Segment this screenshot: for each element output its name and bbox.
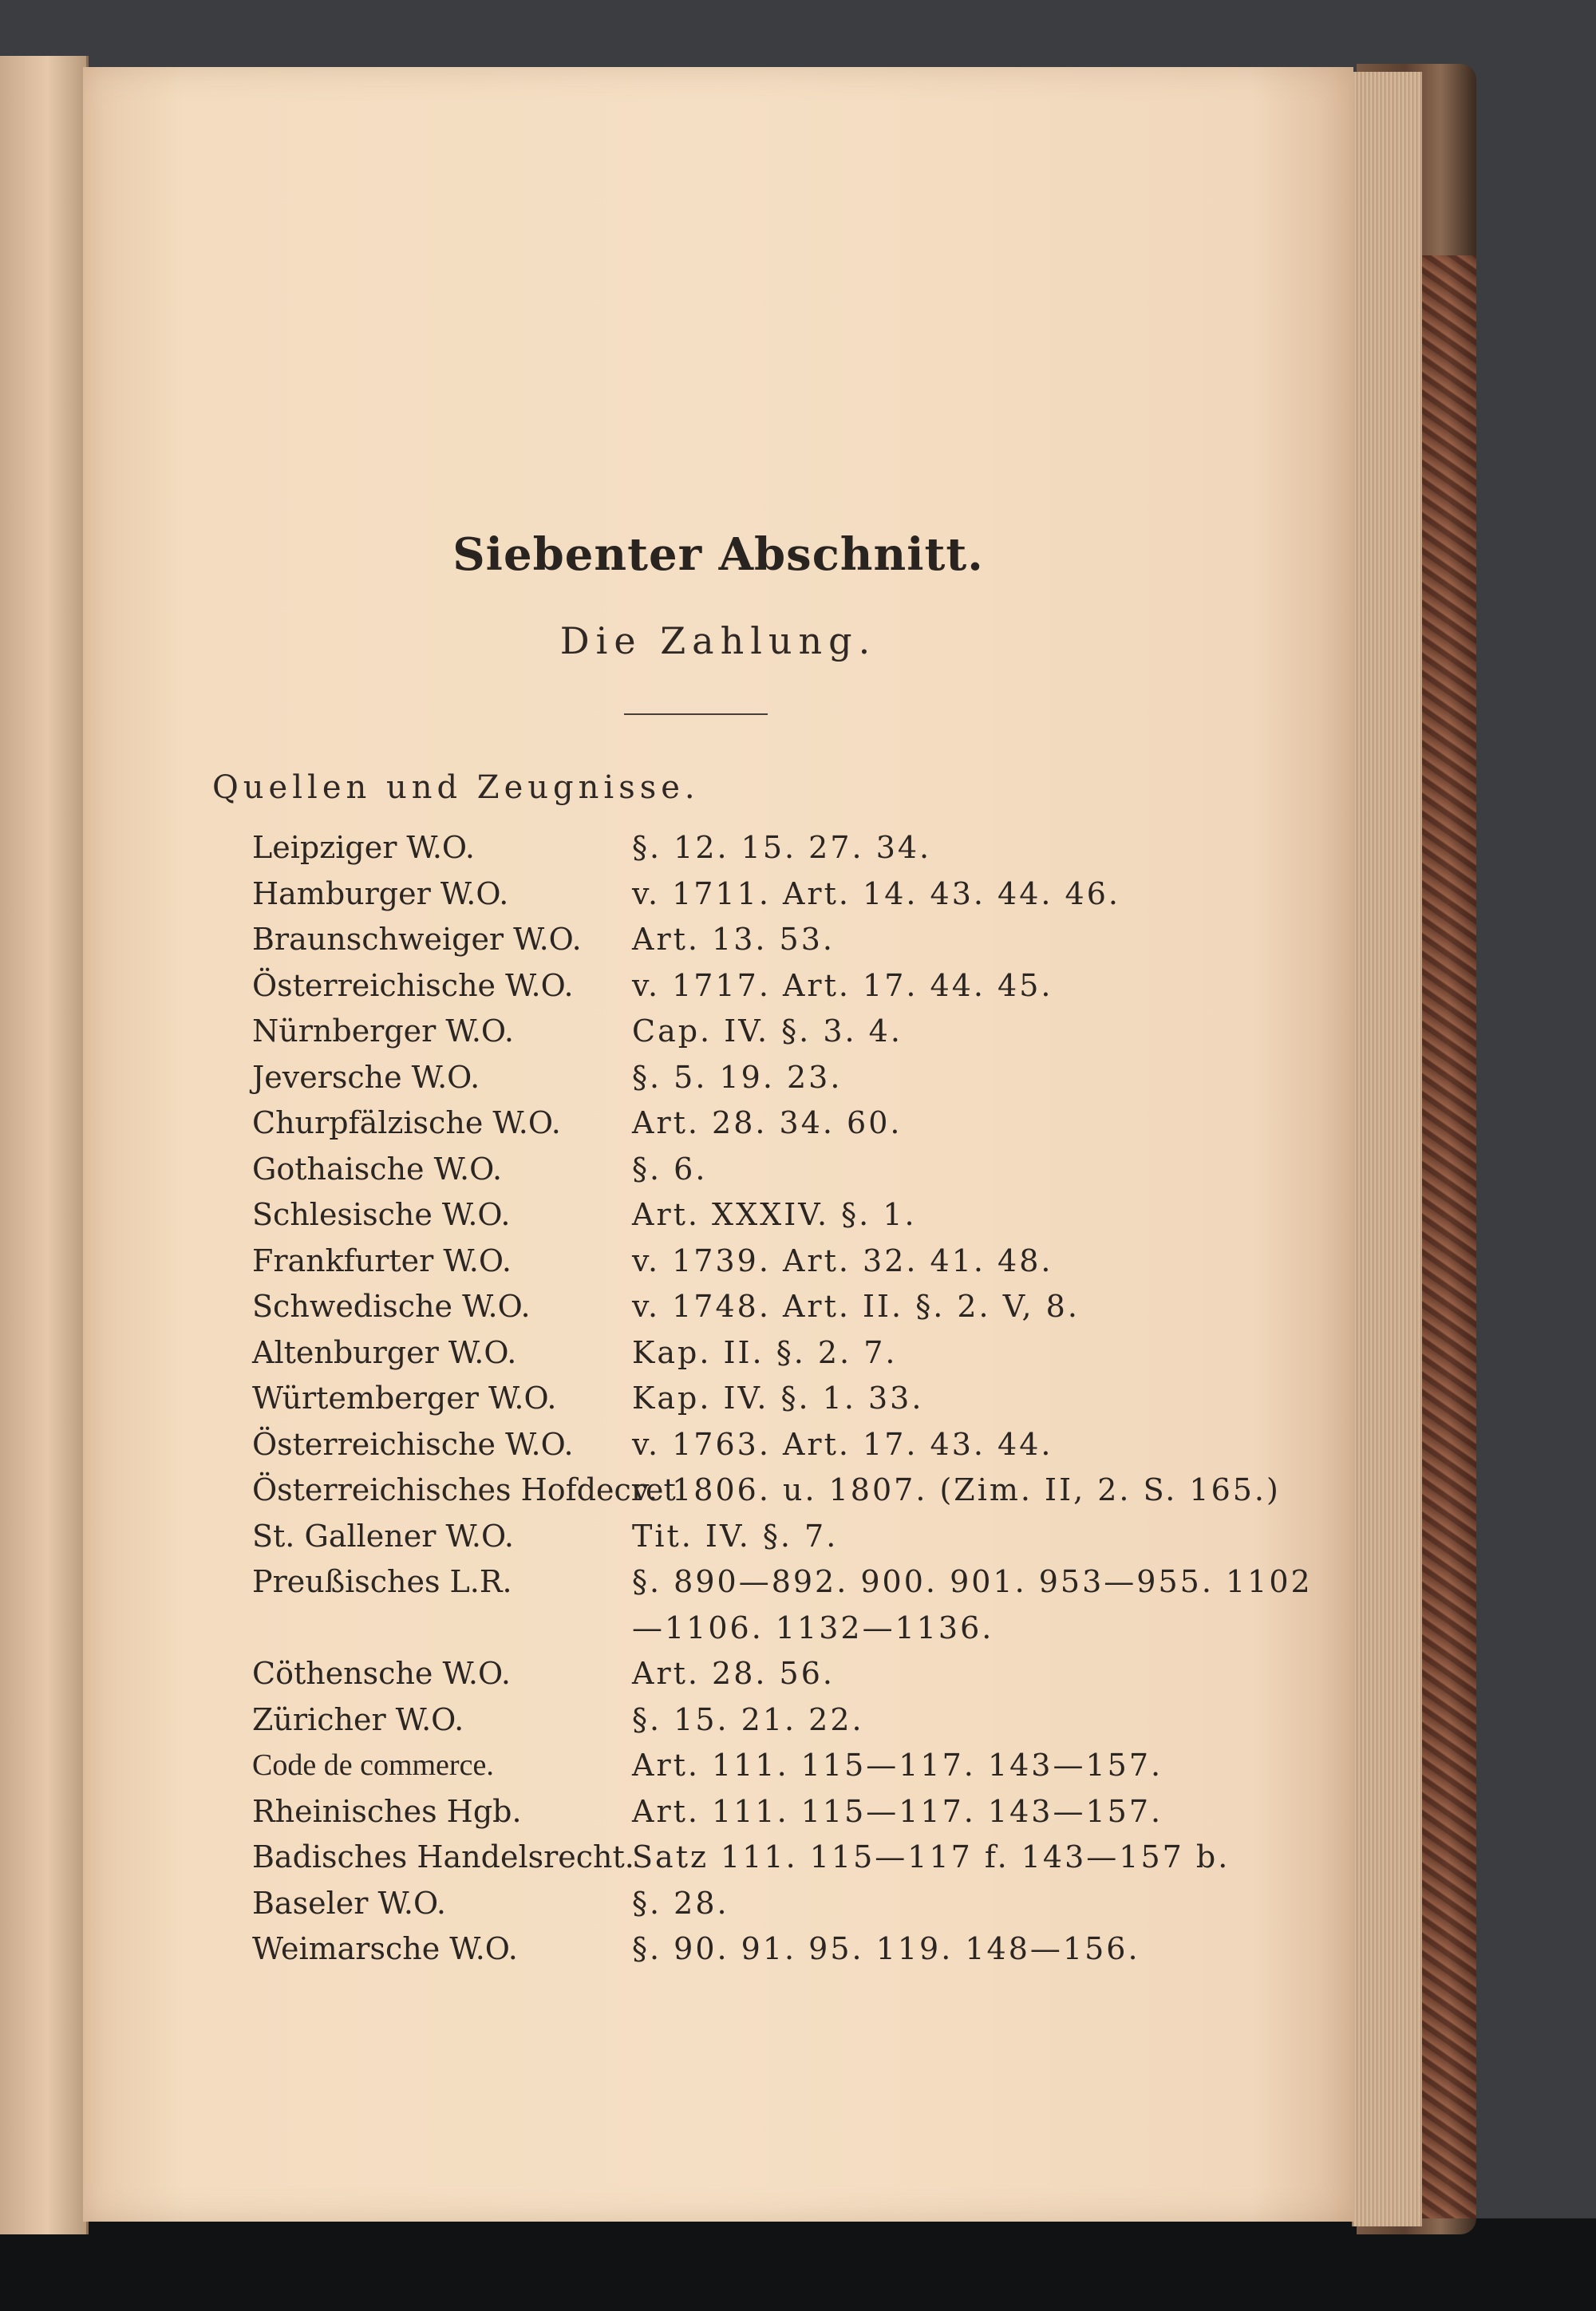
list-item bbox=[252, 1238, 1321, 1285]
source-name: Österreichische W.O. bbox=[252, 967, 574, 1003]
source-name: Frankfurter W.O. bbox=[252, 1242, 512, 1278]
source-name: Braunschweiger W.O. bbox=[252, 922, 582, 957]
source-name: Schlesische W.O. bbox=[252, 1197, 511, 1232]
stacked-page-edges bbox=[1352, 72, 1422, 2226]
source-reference: v. 1763. Art. 17. 43. 44. bbox=[632, 1426, 1053, 1462]
source-reference: §. 6. bbox=[632, 1151, 708, 1187]
list-item bbox=[252, 1147, 1321, 1193]
list-item bbox=[252, 1651, 1321, 1697]
source-reference: Tit. IV. §. 7. bbox=[632, 1518, 839, 1554]
source-reference: v. 1711. Art. 14. 43. 44. 46. bbox=[632, 875, 1120, 911]
source-reference: §. 5. 19. 23. bbox=[632, 1059, 843, 1095]
source-name: Würtemberger W.O. bbox=[252, 1381, 557, 1416]
list-item bbox=[252, 1192, 1321, 1238]
source-reference: v. 1717. Art. 17. 44. 45. bbox=[632, 967, 1053, 1003]
source-name: Code de commerce. bbox=[252, 1748, 494, 1782]
source-name: Baseler W.O. bbox=[252, 1885, 446, 1921]
list-item bbox=[252, 963, 1321, 1009]
list-item bbox=[252, 1284, 1321, 1330]
list-item bbox=[252, 1559, 1321, 1651]
list-item bbox=[252, 1376, 1321, 1422]
source-reference: v. 1739. Art. 32. 41. 48. bbox=[632, 1242, 1053, 1278]
source-reference: v. 1806. u. 1807. (Zim. II, 2. S. 165.) bbox=[632, 1472, 1281, 1507]
left-page-edge bbox=[0, 56, 89, 2234]
source-reference: Art. 28. 34. 60. bbox=[632, 1105, 903, 1140]
source-name: Nürnberger W.O. bbox=[252, 1013, 514, 1049]
source-reference: Art. XXXIV. §. 1. bbox=[632, 1197, 917, 1232]
list-item bbox=[252, 917, 1321, 963]
source-name: Rheinisches Hgb. bbox=[252, 1793, 522, 1829]
source-reference: Kap. II. §. 2. 7. bbox=[632, 1334, 898, 1370]
book-page bbox=[83, 67, 1353, 2222]
source-reference: §. 890—892. 900. 901. 953—955. 1102—1106. 1132—1136. bbox=[632, 1564, 1313, 1645]
source-name: Weimarsche W.O. bbox=[252, 1931, 518, 1966]
source-name: Cöthensche W.O. bbox=[252, 1656, 511, 1691]
list-item bbox=[252, 1330, 1321, 1377]
source-reference: §. 15. 21. 22. bbox=[632, 1701, 864, 1737]
source-name: Preußisches L.R. bbox=[252, 1564, 512, 1599]
source-reference: Art. 111. 115—117. 143—157. bbox=[632, 1793, 1163, 1829]
list-item bbox=[252, 1468, 1321, 1514]
source-reference: Kap. IV. §. 1. 33. bbox=[632, 1381, 924, 1416]
sources-list bbox=[252, 825, 1321, 1973]
source-reference: Art. 13. 53. bbox=[632, 922, 835, 957]
source-reference: Satz 111. 115—117 f. 143—157 b. bbox=[632, 1839, 1231, 1874]
list-item bbox=[252, 1055, 1321, 1101]
source-name: Churpfälzische W.O. bbox=[252, 1105, 561, 1140]
list-item bbox=[252, 1100, 1321, 1147]
source-reference: §. 28. bbox=[632, 1885, 729, 1921]
source-name: Jeversche W.O. bbox=[252, 1059, 480, 1095]
sources-heading: Quellen und Zeugnisse. bbox=[212, 769, 700, 806]
source-reference: §. 90. 91. 95. 119. 148—156. bbox=[632, 1931, 1140, 1966]
source-name: Leipziger W.O. bbox=[252, 830, 475, 865]
list-item bbox=[252, 871, 1321, 918]
list-item bbox=[252, 825, 1321, 871]
list-item bbox=[252, 1835, 1321, 1881]
section-title: Siebenter Abschnitt. bbox=[452, 528, 984, 581]
source-reference: Art. 111. 115—117. 143—157. bbox=[632, 1748, 1163, 1783]
source-reference: §. 12. 15. 27. 34. bbox=[632, 830, 932, 865]
source-name: St. Gallener W.O. bbox=[252, 1518, 514, 1554]
list-item bbox=[252, 1743, 1321, 1789]
list-item bbox=[252, 1881, 1321, 1927]
list-item bbox=[252, 1926, 1321, 1973]
source-name: Schwedische W.O. bbox=[252, 1289, 531, 1324]
source-name: Österreichisches Hofdecret bbox=[252, 1472, 676, 1507]
divider-rule bbox=[624, 713, 768, 715]
source-name: Züricher W.O. bbox=[252, 1701, 464, 1737]
marbled-page-edge bbox=[1420, 255, 1476, 2218]
list-item bbox=[252, 1789, 1321, 1835]
source-name: Altenburger W.O. bbox=[252, 1334, 517, 1370]
source-name: Gothaische W.O. bbox=[252, 1151, 503, 1187]
source-name: Hamburger W.O. bbox=[252, 875, 509, 911]
source-name: Österreichische W.O. bbox=[252, 1426, 574, 1462]
list-item bbox=[252, 1697, 1321, 1744]
source-reference: Art. 28. 56. bbox=[632, 1656, 835, 1691]
source-name: Badisches Handelsrecht. bbox=[252, 1839, 634, 1874]
section-subtitle: Die Zahlung. bbox=[559, 619, 877, 662]
list-item bbox=[252, 1514, 1321, 1560]
list-item bbox=[252, 1422, 1321, 1468]
list-item bbox=[252, 1009, 1321, 1055]
source-reference: Cap. IV. §. 3. 4. bbox=[632, 1013, 903, 1049]
source-reference: v. 1748. Art. II. §. 2. V, 8. bbox=[632, 1289, 1080, 1324]
